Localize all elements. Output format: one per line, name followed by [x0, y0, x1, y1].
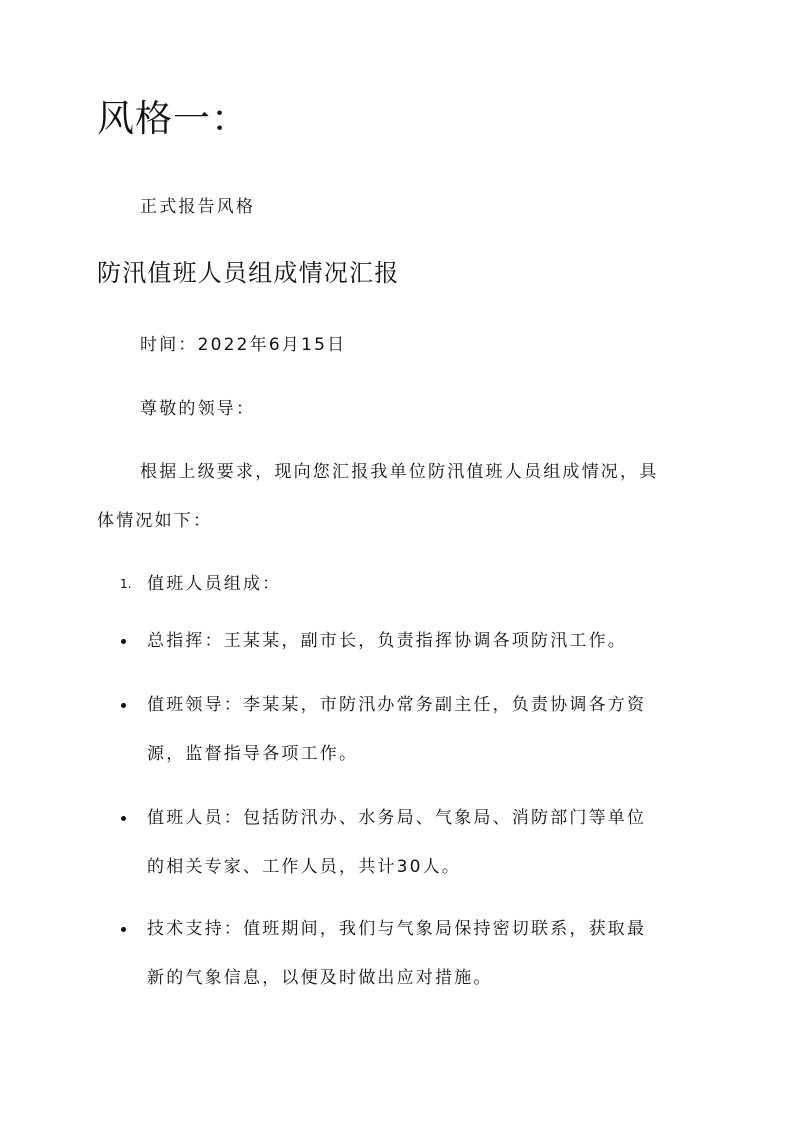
bullet-icon — [121, 703, 126, 708]
list-item-3-line-2: 的相关专家、工作人员，共计30人。 — [147, 857, 462, 877]
list-item-4-line-2: 新的气象信息，以便及时做出应对措施。 — [147, 968, 493, 988]
section-title: 值班人员组成： — [147, 574, 282, 594]
style-label: 正式报告风格 — [140, 197, 256, 217]
report-title: 防汛值班人员组成情况汇报 — [97, 259, 400, 287]
list-item-2-line-1: 值班领导：李某某，市防汛办常务副主任，负责协调各方资 — [147, 695, 647, 715]
bullet-icon — [121, 816, 126, 821]
list-item-3-line-1: 值班人员：包括防汛办、水务局、气象局、消防部门等单位 — [147, 808, 647, 828]
list-item-1-line-1: 总指挥：王某某，副市长，负责指挥协调各项防汛工作。 — [147, 631, 627, 651]
bullet-icon — [121, 639, 126, 644]
style-heading: 风格一： — [97, 97, 249, 140]
intro-line-2: 体情况如下： — [97, 511, 213, 531]
list-item-2-line-2: 源，监督指导各项工作。 — [147, 744, 359, 764]
intro-line-1: 根据上级要求，现向您汇报我单位防汛值班人员组成情况，具 — [140, 462, 659, 482]
bullet-icon — [121, 927, 126, 932]
list-item-4-line-1: 技术支持：值班期间，我们与气象局保持密切联系，获取最 — [147, 919, 647, 939]
section-number: 1. — [120, 577, 132, 591]
salutation: 尊敬的领导： — [140, 399, 256, 419]
date-line: 时间：2022年6月15日 — [140, 335, 347, 355]
